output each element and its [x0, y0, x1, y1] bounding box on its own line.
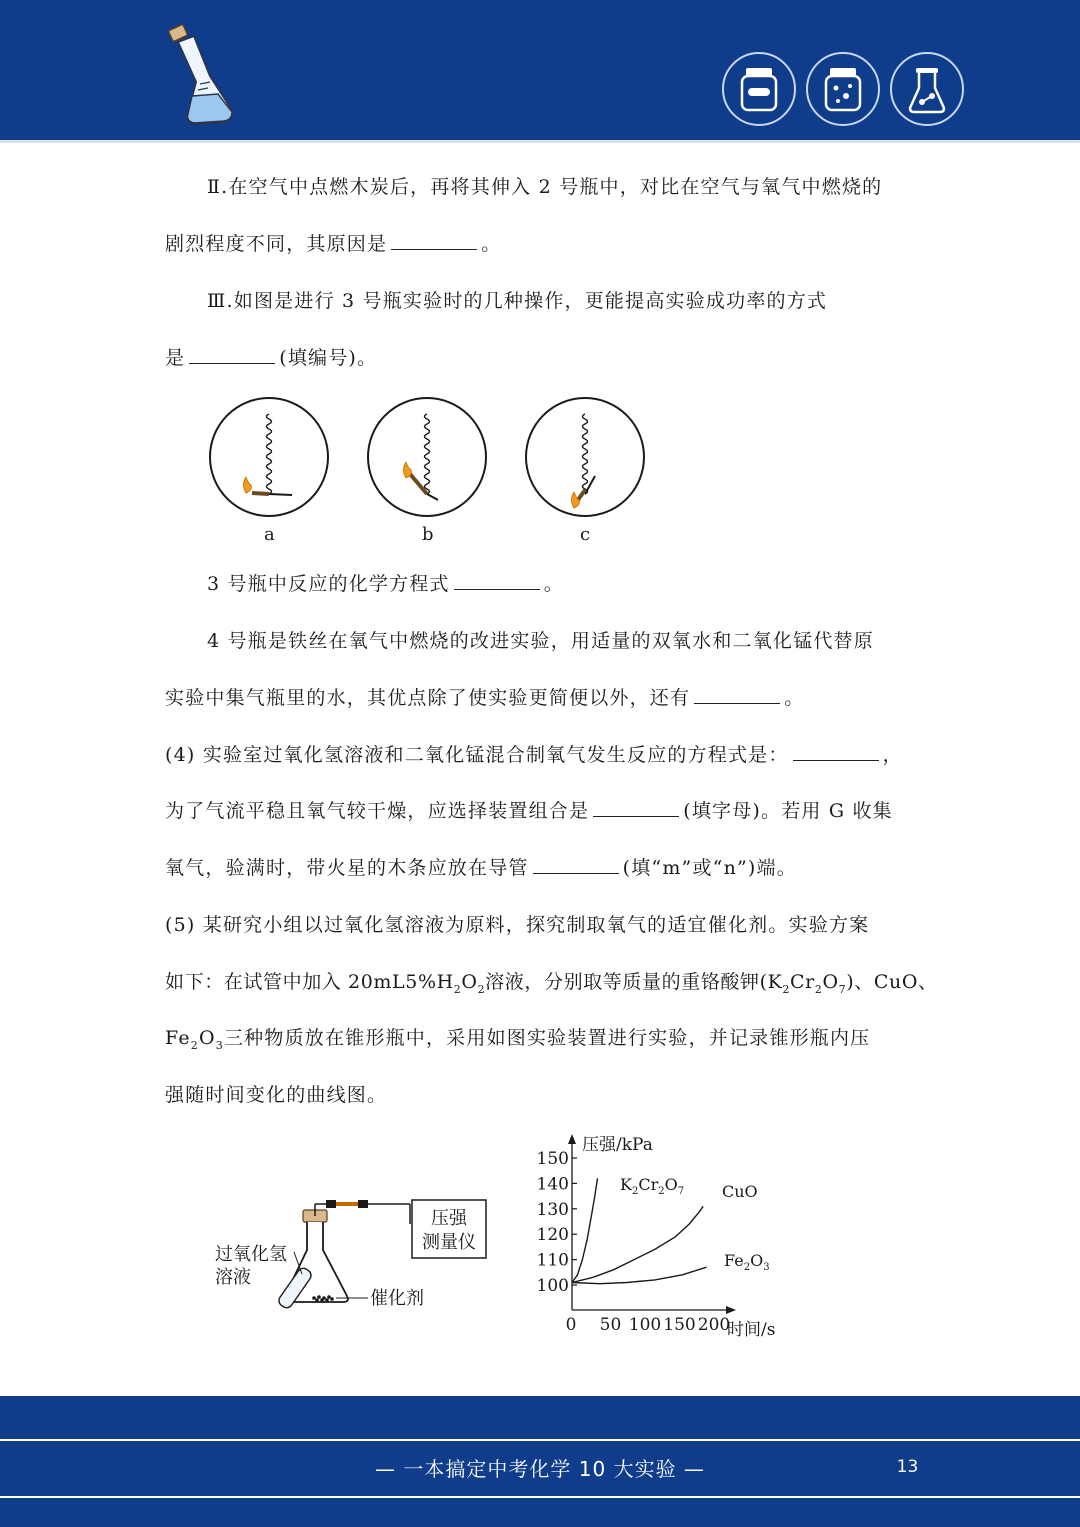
- text-span: 。: [784, 687, 805, 709]
- text-line: [207, 569, 564, 599]
- label-sub: 2: [631, 1186, 639, 1197]
- y-tick-label: 100: [536, 1276, 569, 1296]
- flask-logo-icon: [160, 24, 250, 134]
- x-tick-label: 0: [565, 1315, 577, 1335]
- y-axis-label: 压强/kPa: [582, 1135, 653, 1155]
- answer-blank[interactable]: [694, 683, 780, 704]
- series-label-cuo: CuO: [722, 1182, 758, 1201]
- operation-c-diagram: [526, 398, 644, 516]
- text-line: [207, 626, 874, 656]
- text-span: Ⅱ.在空气中点燃木炭后，再将其伸入 2 号瓶中，对比在空气与氧气中燃烧的: [207, 176, 883, 198]
- subscript: 3: [215, 1038, 224, 1052]
- subscript: 7: [838, 982, 847, 996]
- subscript: 2: [814, 982, 823, 996]
- solution-label-line2: 溶液: [215, 1267, 251, 1288]
- text-line: [165, 1023, 870, 1061]
- text-span: 如下：在试管中加入 20mL5%H: [165, 971, 454, 993]
- text-span: Fe: [165, 1027, 191, 1049]
- x-axis-arrow: [726, 1306, 736, 1314]
- operation-b-label: b: [422, 524, 434, 545]
- x-tick-label: 200: [697, 1315, 731, 1335]
- operation-a-diagram: [210, 398, 328, 516]
- meter-label-line2: 测量仪: [422, 1232, 476, 1253]
- text-span: ，: [882, 744, 903, 766]
- y-tick-label: 110: [536, 1250, 569, 1271]
- text-line: [165, 1080, 387, 1110]
- answer-blank[interactable]: [793, 740, 879, 761]
- y-tick-label: 130: [536, 1199, 569, 1220]
- series-line-fe2o3: [572, 1267, 707, 1284]
- text-span: Cr: [790, 971, 815, 993]
- footer-rule: [0, 1496, 1080, 1498]
- label-part: O: [750, 1251, 764, 1270]
- text-span: (5) 某研究小组以过氧化氢溶液为原料，探究制取氧气的适宜催化剂。实验方案: [165, 914, 870, 936]
- operation-a-label: a: [264, 524, 275, 545]
- label-sub: 2: [743, 1262, 751, 1273]
- label-part: K: [620, 1175, 632, 1194]
- text-span: 强随时间变化的曲线图。: [165, 1084, 388, 1106]
- label-sub: 3: [763, 1262, 770, 1273]
- text-span: (填字母)。若用 G 收集: [683, 800, 893, 822]
- text-span: (填“m”或“n”)端。: [622, 857, 797, 879]
- book-title: — 一本搞定中考化学 10 大实验 —: [375, 1457, 705, 1481]
- text-span: (填编号)。: [279, 347, 378, 369]
- text-span: 氧气，验满时，带火星的木条应放在导管: [165, 857, 529, 879]
- subscript: 2: [453, 982, 462, 996]
- text-line: [165, 853, 797, 883]
- jar-icon: [722, 52, 796, 126]
- text-span: 。: [543, 573, 564, 595]
- text-span: O: [822, 971, 839, 993]
- text-line: [165, 229, 501, 259]
- text-span: )、CuO、: [846, 971, 938, 993]
- text-line: [207, 172, 882, 202]
- label-sub: 2: [658, 1186, 665, 1197]
- header-divider: [0, 140, 1080, 143]
- y-tick-label: 140: [536, 1174, 569, 1195]
- label-part: Fe: [724, 1251, 744, 1270]
- series-line-k2cr2o7: [572, 1178, 598, 1282]
- x-axis-label: 时间/s: [727, 1320, 776, 1340]
- pressure-time-chart: [530, 1130, 800, 1345]
- text-span: O: [199, 1027, 216, 1049]
- text-line: [165, 910, 869, 940]
- operation-c-label: c: [580, 524, 591, 545]
- text-span: 。: [481, 233, 502, 255]
- subscript: 2: [782, 982, 790, 996]
- page-number: 13: [896, 1457, 919, 1477]
- meter-label-line1: 压强: [431, 1208, 467, 1229]
- apparatus-figure: [210, 1190, 500, 1320]
- x-tick-label: 100: [628, 1315, 662, 1335]
- text-span: 剧烈程度不同，其原因是: [165, 233, 388, 255]
- text-span: 3 号瓶中反应的化学方程式: [207, 573, 450, 595]
- beaker-icon: [890, 52, 964, 126]
- label-part: O: [664, 1175, 678, 1194]
- text-span: 为了气流平稳且氧气较干燥，应选择装置组合是: [165, 800, 590, 822]
- subscript: 2: [477, 982, 486, 996]
- x-tick-label: 150: [663, 1315, 696, 1335]
- text-span: Ⅲ.如图是进行 3 号瓶实验时的几种操作，更能提高实验成功率的方式: [207, 290, 828, 312]
- bottle-icon: [806, 52, 880, 126]
- text-span: 4 号瓶是铁丝在氧气中燃烧的改进实验，用适量的双氧水和二氧化锰代替原: [207, 630, 874, 652]
- answer-blank[interactable]: [391, 229, 477, 250]
- text-span: 实验中集气瓶里的水，其优点除了使实验更简便以外，还有: [165, 687, 691, 709]
- text-line: [165, 796, 893, 826]
- series-label-k2cr2o7: [620, 1175, 684, 1197]
- operation-b-diagram: [368, 398, 486, 516]
- answer-blank[interactable]: [189, 343, 275, 364]
- y-tick-label: 150: [536, 1149, 569, 1169]
- text-line: [165, 343, 377, 373]
- label-sub: 7: [677, 1186, 685, 1197]
- x-tick-label: 50: [599, 1315, 622, 1335]
- text-span: O: [461, 971, 478, 993]
- y-axis-arrow: [568, 1134, 576, 1144]
- text-span: 三种物质放在锥形瓶中，采用如图实验装置进行实验，并记录锥形瓶内压: [223, 1027, 871, 1049]
- text-line: [165, 967, 938, 1005]
- operations-figure: [200, 392, 660, 552]
- footer-rule: [0, 1439, 1080, 1441]
- answer-blank[interactable]: [593, 796, 679, 817]
- series-label-fe2o3: [724, 1251, 770, 1273]
- text-span: (4) 实验室过氧化氢溶液和二氧化锰混合制氧气发生反应的方程式是：: [165, 744, 789, 766]
- text-span: 是: [165, 347, 186, 369]
- answer-blank[interactable]: [454, 569, 540, 590]
- text-span: 溶液，分别取等质量的重铬酸钾(K: [485, 971, 783, 993]
- text-line: [165, 740, 903, 770]
- catalyst-label: 催化剂: [370, 1288, 424, 1309]
- subscript: 2: [190, 1038, 199, 1052]
- label-part: Cr: [638, 1175, 659, 1194]
- answer-blank[interactable]: [533, 853, 619, 874]
- solution-label-line1: 过氧化氢: [215, 1244, 287, 1265]
- text-line: [165, 683, 804, 713]
- text-line: [207, 286, 827, 316]
- y-tick-label: 120: [536, 1225, 569, 1246]
